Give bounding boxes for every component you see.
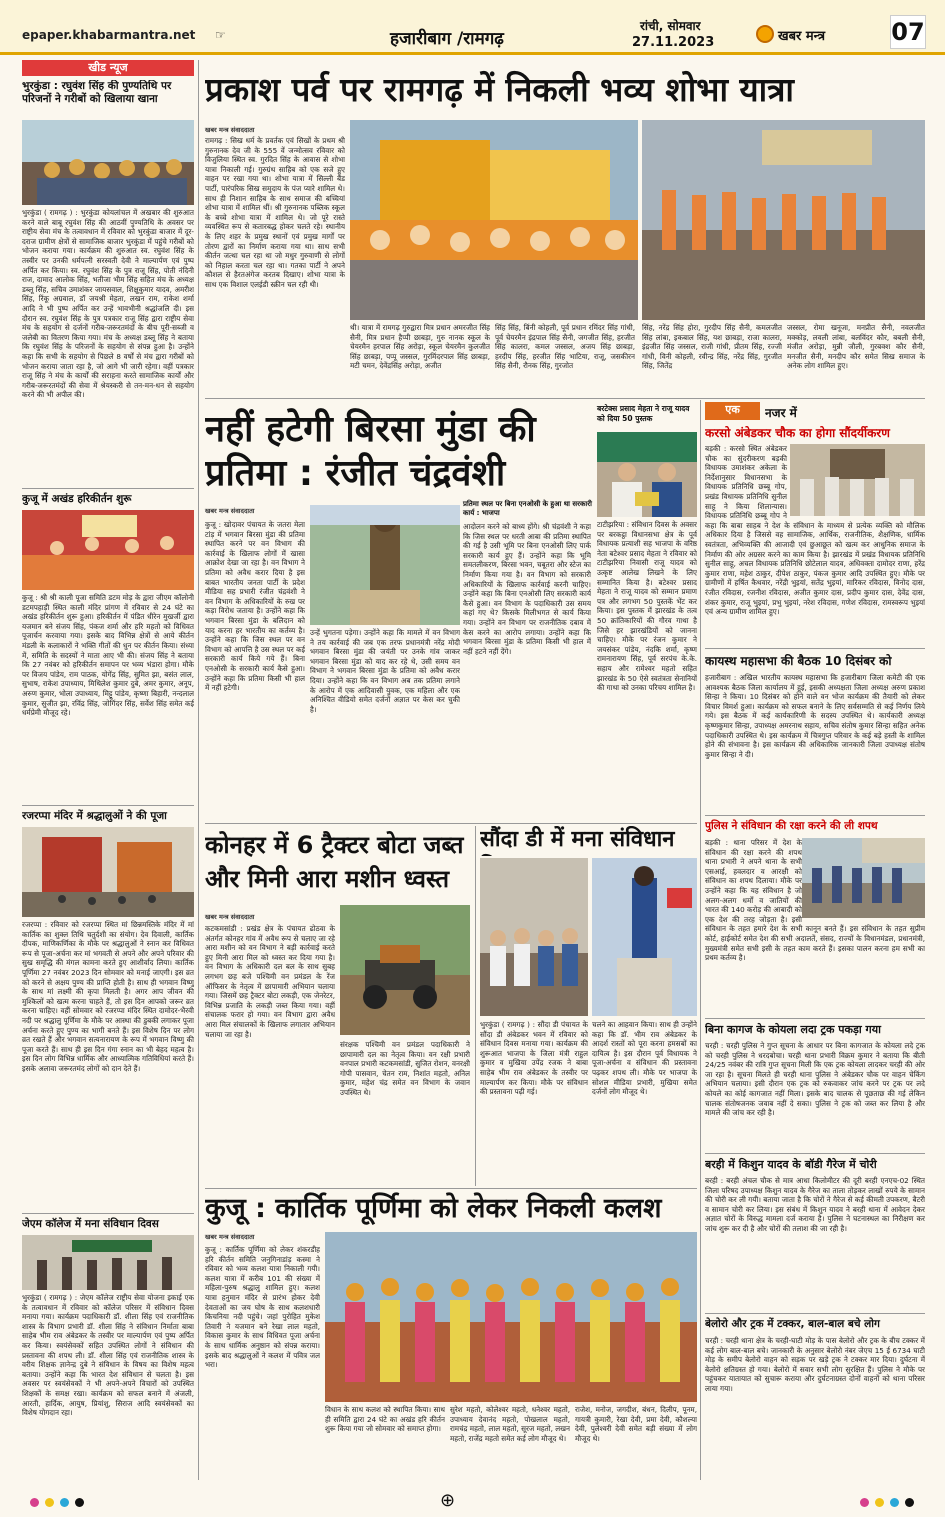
photo-float bbox=[787, 444, 925, 518]
story-body: सिंह, नरेंद्र सिंह होरा, गुरदीप सिंह सैनी, कमलजीत सिंह लांबा, इकबाल सिंह, यश छाबड़ा, राजा कालरा, इंद्रजीत सिंह जस्सल, राजी गांधी, प्रीतम सिंह, रज्जी गांधी, विनी कोहली, रवीन्द्र सिंह, नरेंद्र सिंह, गुरजीत सिंह, जितेंद्र bbox=[642, 323, 782, 371]
story-body: जस्सल, रोमा खनूजा, मनप्रीत सैनी, नवलजीत मक्कोड़, लवली लांबा, बलविंदर कौर, बबली सैनी, मंजीत अरोड़ा, मुन्नी जौली, गुरबक्श कौर सैनी, मनजीत सैनी, मनदीप कौर समेत सिख समाज के अनेक लोग शामिल हुए। bbox=[787, 323, 925, 371]
story-body: भुरकुंडा ( रामगढ़ ) : जेएम कॉलेज राष्ट्रीय सेवा योजना इकाई एक के तत्वावधान में रविवार को कॉलेज परिसर में संविधान दिवस मनाया गया। कार्यक्रम पदाधिकारी डॉ. शीला सिंह एवं राजनीतिक शास्त्र के विभाग प्रभारी डॉ. शीला सिंह ने संविधान निर्माता बाबा साहेब भीम राव अंबेडकर के तस्वीर पर माल्यार्पण एवं पुष्प अर्पित कर किया। स्वयंसेवकों सहित उपस्थित लोगों ने संविधान की प्रस्तावना की शपथ ली। डॉ. शीला सिंह एवं राजनीतिक शास्त्र के वरीय शिक्षक ज्ञानेन्द्र दुबे ने संविधान के विषय का विशेष महत्व बताया। उन्होंने कहा कि भारत देश संविधान से चलता है। इस अवसर पर स्वयंसेवकों ने भी अपने-अपने विचारों को उपस्थित शिक्षकों के समक्ष रखा। कार्यक्रम को सफल बनाने में अंजली, आरती, हार्दिक, आयुष, प्रियांशु, सिराज आदि स्वयंसेवकों का विशेष योगदान रहा। bbox=[22, 1293, 194, 1418]
registration-dot bbox=[905, 1498, 914, 1507]
story-body: राजेश, मनोज, जगदीश, बंधन, दिलीप, पूनम, गायत्री कुमारी, रेखा देवी, प्रमा देवी, कौशल्या देवी, पुलेश्वरी देवी समेत बड़ी संख्या में लोग मौजूद थे। bbox=[575, 1405, 697, 1443]
story-body: भुरकुंडा ( रामगढ़ ) : सौंदा डी पंचायत के सौंदा डी अंबेडकर भवन में रविवार को संविधान दिवस मनाया गया। कार्यक्रम की शुरूआत भाजपा के जिला मंत्री राहुल कुमार व मुखिया उपेंद्र रजक ने बाबा साहेब भीम राव अंबेडकर के तस्वीर पर माल्यार्पण कर किया। मौके पर संविधान की प्रस्तावना पढ़ी गई। bbox=[480, 1020, 588, 1097]
divider bbox=[22, 805, 194, 806]
byline: खबर मन्त्र संवाददाता bbox=[205, 913, 255, 921]
story-body: टाटीझरिया : संविधान दिवस के अवसर पर बरकट्ठा विधानसभा क्षेत्र के पूर्व विधायक प्रत्याशी सह भाजपा के वरिष्ठ नेता बटेश्वर प्रसाद मेहता ने रविवार को टाटीझरिया निवासी राजू यादव को उत्कृष्ट आलेख लिखने के लिए सम्मानित किया है। बटेश्वर प्रसाद मेहता ने राजू यादव को सम्मान प्रमाण पत्र और लगभग 50 पुस्तकें भेंट कर किया। इस पुस्तक में झारखंड के तत्व 50 क्रांतिकारियों की गौरव गाथा है जिसे हर झारखंडियों को जानना चाहिए। मौके पर रंजन कुमार ने जयसंकर पांडेय, नंदकि शर्मा, कृष्ण रामनारायण सिंह, पूर्व सरपंच के.के. सहाय और रामेश्वर महतो सहित झारखंड के 50 ऐसे स्वतंत्रता सेनानियों की गाथा को उनका परिचय शामिल है। bbox=[597, 520, 697, 693]
story-headline[interactable]: रजरप्पा मंदिर में श्रद्धालुओं ने की पूजा bbox=[22, 810, 167, 822]
story-photo bbox=[592, 858, 697, 1016]
story-body: संरक्षक पश्चिमी वन प्रमंडल पदाधिकारी ने छापामारी दल का नेतृत्व किया। वन रक्षी प्रभारी वनपाल प्रभारी कटकमसांडी, सुजित रोशन, वनरक्षी गोपी पासवान, चेतन राम, निशांत महतो, अनिल कुमार, महेश चंद्र समेत वन विभाग के जवान उपस्थित थे। bbox=[340, 1040, 470, 1097]
divider bbox=[205, 398, 925, 399]
pointer-icon: ☞ bbox=[215, 28, 226, 42]
photo-caption: बरटेक्स प्रसाद मेहता ने राजू यादव को दिया 50 पुस्तक bbox=[597, 404, 690, 423]
section-tag: एक bbox=[705, 402, 760, 420]
story-headline[interactable]: जेएम कॉलेज में मना संविधान दिवस bbox=[22, 1218, 159, 1230]
story-photo bbox=[642, 120, 925, 320]
registration-dot bbox=[860, 1498, 869, 1507]
page-number: 07 bbox=[890, 15, 926, 49]
column-divider bbox=[475, 826, 476, 1186]
registration-dot bbox=[45, 1498, 54, 1507]
photo-caption: प्रतिमा स्थल पर बिना एनओसी के हुआ था सरकारी कार्य : भाजपा bbox=[463, 500, 592, 517]
crosshair-icon: ⊕ bbox=[440, 1490, 456, 1511]
story-photo bbox=[325, 1232, 697, 1402]
column-divider bbox=[198, 60, 199, 1480]
divider bbox=[22, 1213, 194, 1214]
story-body: रामगढ़ : सिख धर्म के प्रवर्तक एवं सिखों के प्रथम श्री गुरुनानक देव जी के 555 वें जन्मोत्सव रविवार को विजुलिया स्थित स्व. गुरदित सिंह के आवास से शोभा यात्रा निकाली गई। गुरुग्रंथ साहिब को एक सजे हुए वाहन पर रखा गया था। शोभा यात्रा में सिल्ली बैंड पार्टी, पारंपरिक सिख समुदाय के पंज प्यारे शामिल थे। साथ ही निशान साहिब के साथ समाज की बच्चियां शोभा यात्रा में शामिल थीं। श्री गुरुनानक पब्लिक स्कूल के बच्चे शोभा यात्रा में शामिल थे। जो पूरे रास्ते व्यवस्थित रूप से कतारबद्ध होकर चलते रहे। स्थानीय के लिए शहर के प्रमुख स्थानों एवं प्रमुख मार्गों पर तोरण द्वारों का निर्माण कराया गया था। साथ सभी कीर्तन जत्था चल रहा था जो मधुर गुरुवाणी से लोगों को निहाल करता चल रहा था। गतका पार्टी ने अपने कौशल से हैरतअंगेज करतब दिखाए। शोभा यात्रा के साथ एक विशाल एलईडी स्क्रीन चल रही थी। bbox=[205, 136, 345, 289]
divider bbox=[705, 1313, 925, 1314]
byline: खबर मन्त्र संवाददाता bbox=[205, 1233, 255, 1241]
story-headline[interactable]: नहीं हटेगी बिरसा मुंडा की प्रतिमा : रंजीत चंद्रवंशी bbox=[205, 409, 536, 494]
story-headline[interactable]: बरही में किशुन यादव के बॉडी गैरेज में चोरी bbox=[705, 1158, 877, 1171]
divider bbox=[22, 488, 194, 489]
masthead bbox=[0, 0, 945, 55]
story-headline[interactable]: भुरकुंडा : रघुवंश सिंह की पुण्यतिथि पर परिजनों ने गरीबों को खिलाया खाना bbox=[22, 80, 172, 105]
registration-dot bbox=[75, 1498, 84, 1507]
brand-logo-icon bbox=[756, 25, 774, 43]
story-headline[interactable]: करसो अंबेडकर चौक का होगा सौंदर्यीकरण bbox=[705, 426, 890, 440]
story-body: चरही : चरही पुलिस ने गुप्त सूचना के आधार पर बिना कागजात के कोयला लदे ट्रक को चरही पुलिस ने धरदबोचा। चरही थाना प्रभारी विक्रम कुमार ने बताया कि बीती 24/25 नवंबर की रात्रि गुप्त सूचना मिली कि एक ट्रक कोयला लादकर चरही की ओर जा रहा है। सूचना मिलते ही चरही थाना पुलिस ने अंबेडकर चौक पर वाहन चेकिंग अभियान चलाया। इसी दौरान एक ट्रक को रुकवाकर जांच करने पर ट्रक पर लदे कोयले का कोई कागजात नहीं मिला। इसके बाद चालक से पूछताछ की गई लेकिन चालक संतोषजनक जवाब नहीं दे सका। पुलिस ने ट्रक को जब्त कर लिया है और मामले की जांच कर रही है। bbox=[705, 1041, 925, 1118]
story-headline[interactable]: कुजू में अखंड हरिकीर्तन शुरू bbox=[22, 493, 132, 505]
registration-dot bbox=[875, 1498, 884, 1507]
story-body: भुरकुंडा ( रामगढ़ ) : भुरकुंडा कोयलांचल में अखबार की शुरुआत करने वाले बाबू रघुवंश सिंह की आठवीं पुण्यतिथि के अवसर पर राष्ट्रीय सेवा मंच के तत्वावधान में रविवार को भुरकुंडा बाजार में दूर-दराज ग्रामीण क्षेत्रों से सामाजिक बाजार भुरकुंडा में पहुंचे गरीबों को भोजन कराया गया। कार्यक्रम की शुरुआत स्व. रघुवंश सिंह के तस्वीर पर उनकी धर्मपत्नी सरस्वती देवी ने माल्यार्पण एवं पुष्प अर्पित कर किया। स्व. रघुवंश सिंह के पुत्र राजू सिंह, पोती नंदिनी राज, दामाद आलोक सिंह, भतीजा भीम सिंह सहित मंच के अध्यक्ष डब्लू सिंह, सचिव उमाशंकर जायसवाल, शिक्षुकुमार यादव, अमरीश सिंह, रिंकू अग्रवाल, डॉ जयश्री मेहता, लखन राम, राकेश शर्मा आदि ने भी पुष्प अर्पित कर उन्हें भावभीनी श्रद्धांजलि दी। इस दौरान स्व. रघुवंश सिंह के पुत्र पत्रकार राजू सिंह द्वारा राष्ट्रीय सेवा मंच के सहयोग से दर्जनों गरीब-जरूरतमंदों के बीच पूरी-सब्जी व जलेबी का वितरण किया गया। मंच के अध्यक्ष डब्लू सिंह ने बताया कि रघुवंश सिंह के परिजनों के सहयोग से संपन्न हुआ है। उन्होंने कहा कि सभी के सहयोग से पिछले 8 वर्षों से मंच द्वारा गरीबों को भोजन कराया जाता रहा है, जो आगे भी जारी रहेगा। वहीं पत्रकार राजू सिंह ने मंच के कार्यों की सराहना करते सामाजिक कार्यों और गरीब-जरूरतमंदों की सेवा में श्रेयस्करी से तन-मन-धन से सहयोग करने की भी अपील की। bbox=[22, 208, 194, 400]
divider bbox=[705, 815, 925, 816]
divider bbox=[205, 823, 697, 824]
story-headline[interactable]: बेलोरो और ट्रक में टक्कर, बाल-बाल बचे लोग bbox=[705, 1318, 880, 1330]
section-title: नजर में bbox=[765, 406, 797, 420]
story-photo bbox=[480, 858, 588, 1016]
story-photo bbox=[22, 510, 194, 590]
story-body: थी। यात्रा में रामगढ़ गुरुद्वारा मित्र प्रधान अमरजीत सिंह सैनी, मित्र प्रधान हैप्पी छाबड़ा, गुरु नानक स्कूल के चेयरमैन हरपाल सिंह अरोड़ा, स्कूल चेयरमैन कुलजीत सिंह छाबड़ा, पप्पू जस्सल, गुरमिंदरपाल सिंह छाबड़ा, मटी चमन, देवेंद्रसिंह अरोड़ा, अजीत bbox=[350, 323, 490, 371]
story-body: विधान के साथ कलश को स्थापित किया। साथ ही समिति द्वारा 24 घंटे का अखंड हरि कीर्तन शुरू किया गया जो सोमवार को समाप्त होगा। bbox=[325, 1405, 445, 1434]
divider bbox=[205, 1188, 697, 1189]
story-body: कुजू : कार्तिक पूर्णिमा को लेकर शंकरडीह हरि कीर्तन समिति जनुगिनाडांड़ कस्मा ने रविवार को भव्य कलश यात्रा निकाली गयी। कलश यात्रा में करीब 101 की संख्या में महिला-पुरुष श्रद्धालु शामिल हुए। कलश यात्रा हनुमान मंदिर से प्रारंभ होकर देवी देवताओं का जय घोष के साथ कलशधारी किचनिया नदी पहुंचे। जहां पुरोहित मुकेश तिवारी ने यजमान बने रेखा लाल महतो, विकास कुमार के साथ विधिवत पूजा अर्चना के साथ धार्मिक अनुष्ठान को संपन्न कराया। इसके बाद श्रद्धालुओं ने कलश में पवित्र जल भरा। bbox=[205, 1245, 320, 1370]
story-photo bbox=[597, 432, 697, 517]
registration-dot bbox=[890, 1498, 899, 1507]
divider bbox=[705, 648, 925, 649]
story-body: आदोलन करने को बाध्य होंगे। श्री चंद्रवंशी ने कहा कि जिस स्थल पर धरती आबा की प्रतिमा स्थापित की गई है उसी भूमि पर बिना एनओसी लिए पार्क सरकारी कार्य हुए हैं। उन्होंने कहा कि भूमि समतलीकरण, बिरसा भवन, चबूतरा और स्टेज का निर्माण किया गया है। वन विभाग को सरकारी अधिकारियों के खिलाफ कार्रवाई करनी चाहिए। उन्होंने कहा कि बिना एनओसी लिए सरकारी कार्य कैसे हुआ। वन विभाग के पदाधिकारी उस समय कहां गए थे? किसके मिलीभगत से कार्य किया गया। उन्होंने वन विभाग पर राजनीतिक दबाव में केस करने का आरोप लगाया। उन्होंने कहा कि भगवान बिरसा मुंडा के प्रतिमा किसी भी हाल में नहीं हटने नहीं देंगे। bbox=[463, 522, 591, 656]
story-photo bbox=[340, 905, 470, 1035]
page-city-title: हजारीबाग /रामगढ़ bbox=[390, 29, 504, 49]
story-headline[interactable]: पुलिस ने संविधान की रक्षा करने की ली शपथ bbox=[705, 820, 878, 832]
story-body: सिंह सिंह, बिंनी कोहली, पूर्व प्रधान रमिंदर सिंह गांधी, पूर्व चेयरमैन इंद्रपाल सिंह सैनी, जगजीत सिंह, हरजीत सिंह कालरा, कमल जस्सल, अजय सिंह छाबड़ा, हरदीप सिंह, हरजीत सिंह भाटिया, राजू, जसकीरन सिंह सैनी, रौनक सिंह, गुरजोत bbox=[495, 323, 635, 371]
story-photo bbox=[310, 505, 460, 625]
registration-dot bbox=[30, 1498, 39, 1507]
edition-date: 27.11.2023 bbox=[632, 35, 715, 50]
story-text: बड़की : करसो स्थित अंबेडकर चौक का सुंदरीकरण बड़की विधायक उमाशंकर अकेला के निर्देशानुसार विधानसभा के विधायक प्रतिनिधि छब्बू गोप, प्रखंड विधायक प्रतिनिधि सुनील साहू ने किया शिलान्यास। विधायक प्रतिनिधि छब्बू गोप ने कहा कि बाबा साहब ने देश के संविधान के माध्यम से प्रत्येक व्यक्ति को मौलिक अधिकार दिया है जिससे वह सामाजिक, आर्थिक, राजनीतिक, शैक्षणिक, धार्मिक स्वतंत्रता, अभिव्यक्ति की आजादी एवं छुआछूत को खत्म कर आधुनिक समाज के निर्माण की ओर अग्रसर करने का काम किया है। झारखंड में प्रखंड विधायक प्रतिनिधि सुनील साहू, अचल विधायक प्रतिनिधि छोटेलाल यादव, अधिवक्ता दामोदर राणा, हरेंद्र कुमार राणा, महेश ठाकुर, दीपेश ठाकुर, पंकज कुमार आदि उपस्थित हुए। मौके पर ग्रामीणों में हर्षित कैथवार, नरेंद्री भुइयां, सतेंद्र भुइयां, मारिकर रविदास, विनोद दास, रंजीत रविदास, रजनीश रविदास, अजीत कुमार दास, प्रदीप कुमार दास, देवेंद्र दास, शंकर कुमार, राजू भुइयां, प्रभु भुइयां, नरेश रविदास, गणेश रविदास, रामस्वरूप भुइयां एवं अन्य ग्रामीण शामिल हुए। bbox=[705, 444, 925, 617]
story-headline[interactable]: बिना कागज के कोयला लदा ट्रक पकड़ा गया bbox=[705, 1023, 881, 1036]
story-photo bbox=[22, 827, 194, 917]
lead-headline[interactable]: प्रकाश पर्व पर रामगढ़ में निकली भव्य शोभा यात्रा bbox=[205, 70, 794, 109]
story-photo bbox=[22, 1235, 194, 1290]
section-tag: खीड न्यूज bbox=[22, 60, 194, 76]
story-body: चलने का आहवान किया। साथ ही उन्होंने कहा कि डॉ. भीम राव अंबेडकर के आदर्श रास्तों को पूरा करना हमसबों का दायित्व है। इस दौरान पूर्व विधायक ने पूजा-अर्चना व संविधान की प्रस्तावना पढ़कर शपथ ली। मौके पर भाजपा के सोशल मीडिया प्रभारी, मुखिया समेत दर्जनों लोग मौजूद थे। bbox=[592, 1020, 697, 1097]
divider bbox=[705, 1153, 925, 1154]
footer-strip bbox=[0, 1485, 945, 1517]
story-body bbox=[705, 444, 925, 644]
story-body: कटकमसांडी : प्रखंड क्षेत्र के पंचायत ढोठवा के अंतर्गत कोनहर गांव में अवैध रूप से चलाए जा रहे आरा मशीन को वन विभाग ने बड़ी कार्रवाई करते हुए मिनी आरा मिल को ध्वस्त कर दिया गया है। वन विभाग के अधिकारी दल बल के साथ सुबह लगभग छह बजे पश्चिमी वन प्रमंडल के रेंज ऑफिसर के नेतृत्व में छापामारी अभियान चलाया गया। जिसमें छह ट्रैक्टर बोटा लकड़ी, एक जेनरेटर, विभिन्न प्रजाति के लकड़ी जब्त किया गया। वहीं संचालक फरार हो गया। वन विभाग द्वारा अवैध आरा मिल संचालकों के खिलाफ लगातार अभियान चलाया जा रहा है। bbox=[205, 924, 335, 1039]
story-body: कुजू : श्री श्री काली पूजा समिति डटम मोड़ के द्वारा जीएम कॉलोनी डटमपहाड़ी स्थित काली मंदिर प्रांगण में रविवार से 24 घंटे का अखंड हरिकीर्तन शुरू हुआ। हरिकीर्तन में पंडित धीरेन मुखर्जी द्वारा यजमान बने संजय सिंह, पंकज शर्मा और हरि महतो को विधिवत पूजार्चन करवाया गया। इसके बाद विभिन्न क्षेत्रों से आये कीर्तन मंडली के कलाकारों ने भक्ति गीतों की धुन पर कीर्तन किया। संध्या में, समिति के सदस्यों ने माता आए भी की। संजय सिंह ने बताया कि 27 नवंबर को हरिकीर्तन समापन पर भव्य भंडारा होगा। मौके पर विजय पांडेय, राम पाठक, योगेंद्र सिंह, सुमित झा, बसंत लाल, सुभाष, राकेश उपाध्याय, मिथिलेश कुमार दुबे, अमर कुमार, अनूप, अरुण कुमार, भोला उपाध्याय, मिट्टू पांडेय, कृष्णा बिहारी, नन्दलाल कुमार, सुजीत झा, रविंद्र सिंह, जोगिंदर सिंह, सर्वेश सिंह समेत कई धर्मप्रेमी मौजूद रहे। bbox=[22, 593, 194, 718]
edition-place-day: रांची, सोमवार bbox=[640, 19, 701, 33]
story-headline[interactable]: सौंदा डी में मना संविधान bbox=[480, 827, 675, 852]
story-body: हजारीबाग : अखिल भारतीय कायस्थ महासभा कि हजारीबाग जिला कमेटी की एक आवश्यक बैठक जिला कार्यालय में हुई, इसकी अध्यक्षता जिला अध्यक्ष अरुण प्रकाश सिन्हा ने किया। 10 दिसंबर को होने वाले वन भोज कार्यक्रम की तैयारी को लेकर विचार विमर्श हुआ। कार्यक्रम को सफल बनाने के लिए सर्वसम्मति से कई निर्णय लिये गये। इस बैठक में कई कार्यकारिणी के सदस्य उपस्थित थे। कार्यकारी अध्यक्ष कृष्णकुमार सिन्हा, उपाध्यक्ष अमरनाथ सहाय, सचिव संतोष कुमार सिन्हा सहित अनेक पदाधिकारी उपस्थित थे। इस कार्यक्रम में चित्रगुप्त परिवार के कई बड़े हस्ती के शामिल होने की संभावना है। इस कार्यक्रम की अधिकारिक जानकारी जिला उपाध्यक्ष संतोष कुमार सिन्हा ने दी। bbox=[705, 673, 925, 759]
story-body: बरही : बरही अंचल चौक से मात्र आधा किलोमीटर की दूरी बरही एनएच-02 स्थित जिला परिषद उपाध्यक्ष किशुन यादव के गैरेज का ताला तोड़कर लाखों रुपये के सामान की चोरी कर ली गयी। बताया जाता है कि चोरों ने गैरेज से कई कीमती उपकरण, बैटरी व सामान चोरी कर लिया। इस संबंध में किशुन यादव ने बरही थाना में आवेदन देकर अज्ञात चोरों के विरुद्ध मामला दर्ज कराया है। पुलिस ने घटनास्थल का निरीक्षण कर जांच शुरू कर दी है और चोरों की तलाश की जा रही है। bbox=[705, 1176, 925, 1233]
registration-dot bbox=[60, 1498, 69, 1507]
story-body: चरही : चरही थाना क्षेत्र के चरही-घाटी मोड़ के पास बेलोरो और ट्रक के बीच टक्कर में कई लोग बाल-बाल बचे। जानकारी के अनुसार बेलोरो नंबर जेएच 15 ई 6734 घाटी मोड़ के समीप बेलोरो वाहन को सड़क पर खड़े ट्रक ने टक्कर मार दिया। दुर्घटना में बेलोरो क्षतिग्रस्त हो गया। बेलोरो में सवार सभी लोग सुरक्षित हैं। पुलिस ने मौके पर पहुंचकर यातायात को सुचारू कराया और दुर्घटनाग्रस्त दोनों वाहनों को थाना परिसर लाया गया। bbox=[705, 1336, 925, 1393]
story-body: रजरप्पा : रविवार को रजरप्पा स्थित मां छिन्नमस्तिके मंदिर में मां कार्तिक का शुक्ल तिथि चतुर्दशी का संयोग। देव दिवाली, कार्तिक दीपक, माणिकर्णिका के मौके पर श्रद्धालुओं ने स्नान कर विधिवत रूप से पूजा-अर्चना कर मां भगवती से अपने और अपने परिवार की सुख समृद्धि की मंगल कामना करते हुए आशीर्वाद लिया। कार्तिक पूर्णिमा 27 नवंबर 2023 दिन सोमवार को मनाई जाएगी। इस व्रत को करने से अक्षय पुण्य की प्राप्ति होती है। साथ ही भगवान विष्णु के साथ मां लक्ष्मी की कृपा मिलती है। अगर आप जीवन की मुश्किलों को खत्म करना चाहते हैं, तो इस दिन आपको जरूर व्रत करना चाहिए। वहीं सोमवार को रजरप्पा मंदिर स्थित दामोदर-भैरवी नदी पर श्रद्धालु पूर्णिमा के मौके पर आस्था की डुबकी लगाकर पूजा अर्चना करते हुए पुण्य का भागी बनते हैं। इस विशेष दिन पर लोग व्रत रखते हैं और भगवान सत्यनारायण के रूप में भगवान विष्णु की पूजा करते हैं। साथ ही इस दिन गंगा स्नान का भी बेहद महत्व है। इस दिन लोग विभिन्न धार्मिक और आध्यात्मिक गतिविधियां करते हैं। इसके अलावा जरूरतमंद लोगों को दान देते हैं। bbox=[22, 920, 194, 1073]
story-photo bbox=[802, 838, 925, 918]
byline: खबर मन्त्र संवाददाता bbox=[205, 507, 255, 515]
brand-name: खबर मन्त्र bbox=[778, 29, 826, 44]
story-body: उन्हें भुगतना पड़ेगा। उन्होंने कहा कि मामले में वन विभाग ने तय कार्रवाई की जब एक तरफ प्रधानमंत्री नरेंद्र मोदी भगवान बिरसा मुंडा की जयंती पर उनके गांव जाकर भगवान बिरसा मुंडा को याद कर रहे थे, उसी समय वन विभाग ने भगवान बिरसा मुंडा के प्रतिमा को अवैध करार दिया। उन्होंने कहा कि वन विभाग अब तक प्रतिमा लगाने के आरोप में एक आदिवासी युवक, एक महिला और एक अनिश्चित वीडियो समेत दर्जनों अज्ञात पर केस कर चुकी है। bbox=[310, 628, 460, 714]
story-text: बड़की : थाना परिसर में देश के संविधान की रक्षा करने की शपथ थाना प्रभारी ने अपने थाना के सभी एसआई, हवलदार व आरक्षी को संविधान का शपथ दिलाया। मौके पर उन्होंने कहा कि यह संविधान है जो अलग-अलग धर्मों व जातियों की भारत की 140 करोड़ की आबादी को एक देश की तरह जोड़ता है। इसी संविधान के तहत हमारे देश के सभी कानून बनते हैं। इस संविधान के तहत सुप्रीम कोर्ट, हाईकोर्ट समेत देश की सभी अदालतें, संसद, राज्यों के विधानमंडल, प्रधानमंत्री, मुख्यमंत्री समेत सभी इसी के तहत काम करते हैं। इसका पालन करना हम सभी का प्रथम कर्तव्य है। bbox=[705, 838, 925, 963]
story-body: सुरेश महतो, कोलेश्वर महतो, धनेश्वर महतो, उपाध्याय देवानंद महतो, पोखलाल महतो, रामचंद्र महतो, लाल महतो, सूरज महतो, लखन महतो, राजेंद्र महतो समेत कई लोग मौजूद थे। bbox=[450, 1405, 570, 1443]
story-headline[interactable]: कोनहर में 6 ट्रैक्टर बोटा जब्त और मिनी आरा मशीन ध्वस्त bbox=[205, 831, 464, 893]
site-url[interactable]: epaper.khabarmantra.net bbox=[22, 28, 196, 42]
column-divider bbox=[700, 400, 701, 1480]
divider bbox=[705, 1018, 925, 1019]
story-headline[interactable]: कुजू : कार्तिक पूर्णिमा को लेकर निकली कलश bbox=[205, 1193, 662, 1224]
story-headline[interactable]: कायस्थ महासभा की बैठक 10 दिसंबर को bbox=[705, 654, 892, 668]
story-photo bbox=[350, 120, 638, 320]
story-body: कुजू : खोदावर पंचायत के जतरा मेला टांड़ में भगवान बिरसा मुंडा की प्रतिमा स्थापित करने पर वन विभाग की कार्रवाई के खिलाफ लोगों में खासा आक्रोश देखा जा रहा है। वन विभाग ने प्रतिमा को अवैध करार दिया है इस बाबत भारतीय जनता पार्टी के प्रदेश मीडिया सह प्रभारी रंजीत चंद्रवंशी ने वन विभाग के अधिकारियों के रुख पर कड़ा विरोध जताया है। उन्होंने कहा कि भगवान बिरसा मुंडा के बलिदान को याद करना हर भारतीय का कर्तव्य है। उन्होंने कहा कि जिस स्थल पर वन विभाग को आपत्ति है उस स्थल पर कई सरकारी कार्य किये गये हैं। बिना एनओसी के सरकारी कार्य कैसे हुआ। उन्होंने कहा कि प्रतिमा किसी भी हाल में नहीं हटेगी। bbox=[205, 520, 305, 693]
story-photo bbox=[22, 120, 194, 205]
byline: खबर मन्त्र संवाददाता bbox=[205, 126, 255, 134]
